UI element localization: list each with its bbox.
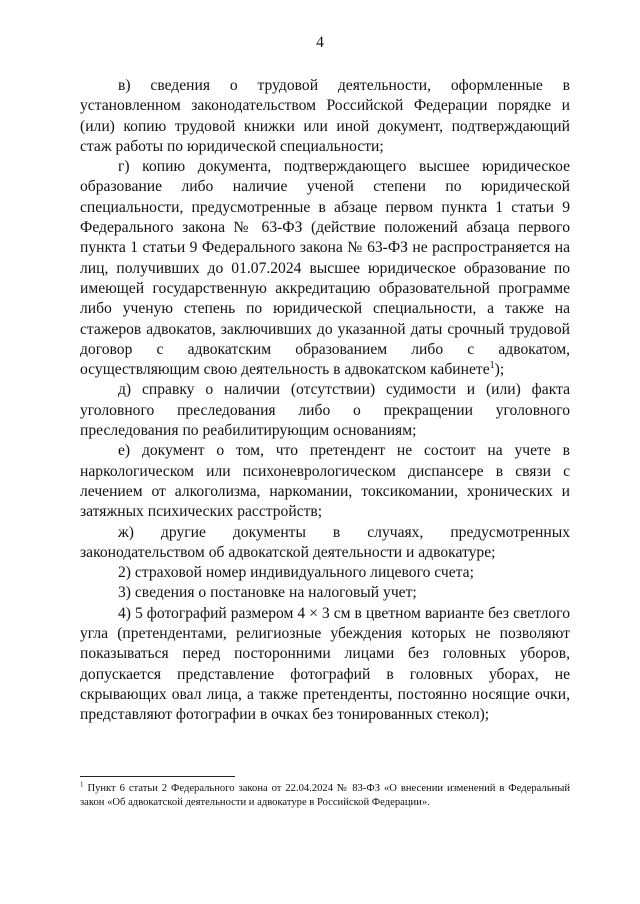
paragraph-v — [80, 76, 570, 157]
paragraph-e — [80, 441, 570, 522]
paragraph-text: д) справку о наличии (отсутствии) судимости и (или) факта уголовного преследования либо о прекращении уголовного преследования по реабилитирующим основаниям; — [80, 381, 570, 440]
footnote — [80, 782, 570, 810]
paragraph-text: 3) сведения о постановке на налоговый учет; — [118, 584, 417, 602]
paragraph-text: в) сведения о трудовой деятельности, оформленные в установленном законодательством Российской Федерации порядке и (или) копию трудовой книжки или иной документ, подтверждающий стаж работы по юридической специальности; — [80, 77, 570, 155]
paragraph-g — [80, 157, 570, 380]
paragraph-text: 2) страховой номер индивидуального лицевого счета; — [118, 564, 474, 582]
footnote-reference: 1 — [489, 359, 495, 371]
paragraph-2 — [80, 563, 570, 583]
paragraph-4 — [80, 604, 570, 726]
document-body — [80, 76, 570, 726]
paragraph-zh — [80, 523, 570, 564]
paragraph-d — [80, 380, 570, 441]
footnote-separator — [80, 776, 235, 777]
paragraph-text: ж) другие документы в случаях, предусмотренных законодательством об адвокатской деятельности и адвокатуре; — [80, 523, 570, 561]
paragraph-3 — [80, 583, 570, 603]
paragraph-tail: ); — [494, 361, 505, 379]
footnote-text: Пункт 6 статьи 2 Федерального закона от 22.04.2024 № 83-ФЗ «О внесении изменений в Федеральный закон «Об адвокатской деятельности и адвокатуре в Российской Федерации». — [80, 783, 570, 808]
footnote-marker: 1 — [80, 780, 84, 789]
paragraph-text: г) копию документа, подтверждающего высшее юридическое образование либо наличие ученой степени по юридической специальности, предусмотренные в абзаце первом пункта 1 статьи 9 Федерального закона № 63-ФЗ (действие положений абзаца первого пункта 1 статьи 9 Федерального закона № 63-ФЗ не распространяется на лиц, получивших до 01.07.2024 высшее юридическое образование по имеющей государственную аккредитацию образовательной программе либо ученую степень по юридической специальности, а также на стажеров адвокатов, заключивших до указанной даты срочный трудовой договор с адвокатским образованием либо с адвокатом, осуществляющим свою деятельность в адвокатском кабинете — [80, 158, 570, 379]
page-number: 4 — [316, 34, 324, 51]
paragraph-text: 4) 5 фотографий размером 4 × 3 см в цветном варианте без светлого угла (претендентами, религиозные убеждения которых не позволяют показываться перед посторонними лицами без головных уборов, допускается представление фотографий в головных уборах, не скрывающих овал лица, а также претенденты, постоянно носящие очки, представляют фотографии в очках без тонированных стекол); — [80, 604, 570, 724]
paragraph-text: е) документ о том, что претендент не состоит на учете в наркологическом или психоневрологическом диспансере в связи с лечением от алкоголизма, наркомании, токсикомании, хронических и затяжных психических расстройств; — [80, 442, 570, 521]
